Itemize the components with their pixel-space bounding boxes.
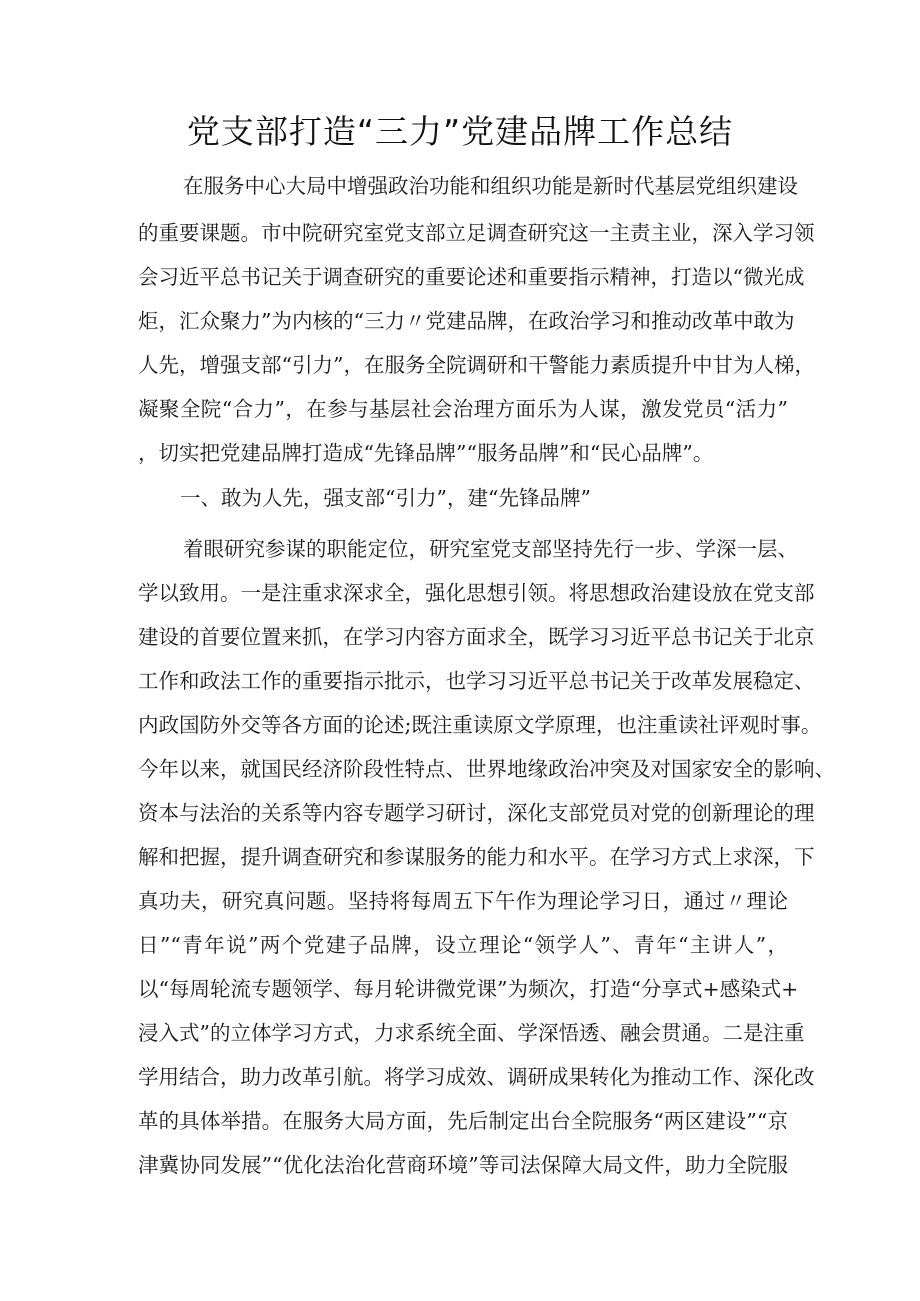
paragraph-line: 在服务中心大局中增强政治功能和组织功能是新时代基层党组织建设 xyxy=(183,174,798,198)
paragraph-line: 着眼研究参谋的职能定位，研究室党支部坚持先行一步、学深一层、 xyxy=(183,537,798,561)
paragraph-line: 学以致用。一是注重求深求全，强化思想引领。将思想政治建设放在党支部 xyxy=(138,581,815,605)
paragraph-line: ，切实把党建品牌打造成“先锋品牌”“服务品牌”和“民心品牌”。 xyxy=(138,441,714,465)
paragraph-line: 今年以来，就国民经济阶段性特点、世界地缘政治冲突及对国家安全的影响、 xyxy=(138,757,835,781)
section-heading: 一、敢为人先，强支部“引力”，建“先锋品牌” xyxy=(180,486,591,510)
paragraph-line: 学用结合，助力改革引航。将学习成效、调研成果转化为推动工作、深化改 xyxy=(138,1065,815,1089)
paragraph-line: 工作和政法工作的重要指示批示，也学习习近平总书记关于改革发展稳定、 xyxy=(138,669,815,693)
paragraph-line: 人先，增强支部“引力”，在服务全院调研和干警能力素质提升中甘为人梯， xyxy=(138,353,815,377)
paragraph-line: 解和把握，提升调查研究和参谋服务的能力和水平。在学习方式上求深，下 xyxy=(138,845,815,869)
paragraph-line: 内政国防外交等各方面的论述;既注重读原文学原理，也注重读社评观时事。 xyxy=(138,713,822,737)
paragraph-line: 资本与法治的关系等内容专题学习研讨，深化支部党员对党的创新理论的理 xyxy=(138,801,815,825)
paragraph-line: 日”“青年说”两个党建子品牌，设立理论“领学人”、青年“主讲人”， xyxy=(138,933,788,957)
paragraph-line: 真功夫，研究真问题。坚持将每周五下午作为理论学习日，通过〃理论 xyxy=(138,889,788,913)
paragraph-line: 以“每周轮流专题领学、每月轮讲微党课”为频次，打造“分享式+感染式+ xyxy=(138,977,799,1001)
paragraph-line: 浸入式”的立体学习方式，力求系统全面、学深悟透、融会贯通。二是注重 xyxy=(138,1021,805,1045)
paragraph-line: 建设的首要位置来抓，在学习内容方面求全，既学习习近平总书记关于北京 xyxy=(138,625,815,649)
paragraph-line: 革的具体举措。在服务大局方面，先后制定出台全院服务“两区建设”“京 xyxy=(138,1109,788,1133)
paragraph-line: 的重要课题。市中院研究室党支部立足调查研究这一主责主业，深入学习领 xyxy=(138,221,815,245)
document-title: 党支部打造“三力”党建品牌工作总结 xyxy=(186,112,734,151)
paragraph-line: 炬，汇众聚力”为内核的“三力〃党建品牌，在政治学习和推动改革中敢为 xyxy=(138,309,795,333)
paragraph-line: 凝聚全院“合力”，在参与基层社会治理方面乐为人谋，激发党员“活力” xyxy=(138,397,788,421)
paragraph-line: 会习近平总书记关于调查研究的重要论述和重要指示精神，打造以“微光成 xyxy=(138,265,805,289)
paragraph-line: 津冀协同发展”“优化法治化营商环境”等司法保障大局文件，助力全院服 xyxy=(138,1153,788,1177)
